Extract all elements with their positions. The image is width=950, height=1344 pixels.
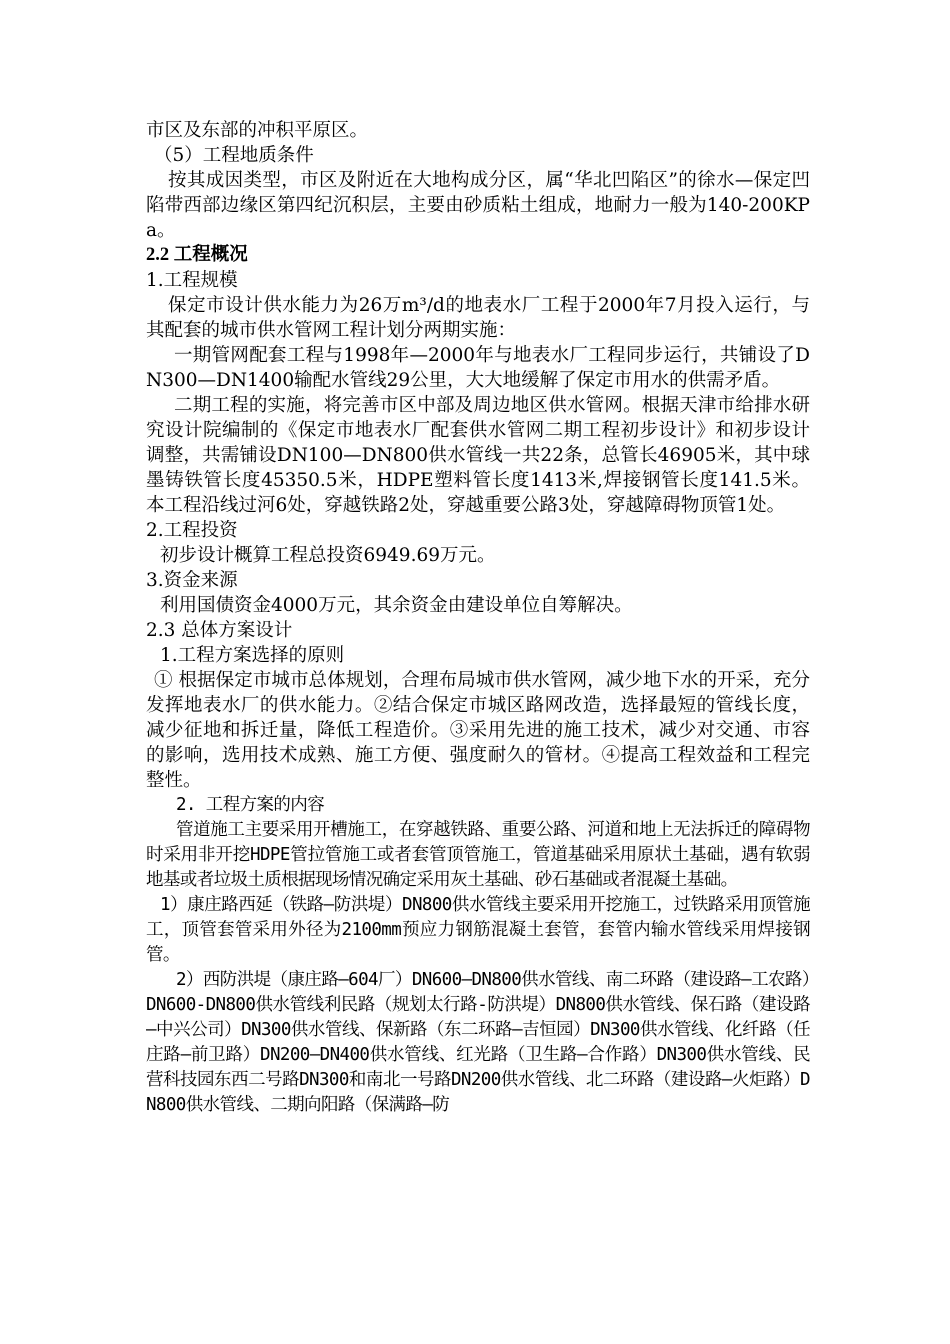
paragraph-phase-one: 一期管网配套工程与1998年—2000年与地表水厂工程同步运行，共铺设了DN300—DN1400输配水管线29公里，大大地缓解了保定市用水的供需矛盾。	[146, 345, 810, 391]
paragraph-geology: 按其成因类型，市区及附近在大地构成分区，属“华北凹陷区”的徐水—保定凹陷带西部边缘区第四纪沉积层，主要由砂质粘土组成，地耐力一般为140-200KPa。	[146, 170, 810, 241]
paragraph-phase-two: 二期工程的实施，将完善市区中部及周边地区供水管网。根据天津市给排水研究设计院编制的《保定市地表水厂配套供水管网二期工程初步设计》和初步设计调整，共需铺设DN100—DN800供水管线一共22条，总管长46905米，其中球墨铸铁管长度45350.5米，HDPE塑料管长度1413米,焊接钢管长度141.5米。本工程沿线过河6处，穿越铁路2处，穿越重要公路3处，穿越障碍物顶管1处。	[146, 395, 810, 516]
paragraph-funding: 利用国债资金4000万元，其余资金由建设单位自筹解决。	[160, 595, 633, 616]
paragraph-item-one: 1）康庄路西延（铁路—防洪堤）DN800供水管线主要采用开挖施工，过铁路采用顶管施工，顶管套管采用外径为2100mm预应力钢筋混凝土套管，套管内输水管线采用焊接钢管。	[146, 895, 810, 965]
paragraph-investment: 初步设计概算工程总投资6949.69万元。	[160, 545, 496, 566]
paragraph-continuation: 市区及东部的冲积平原区。	[146, 120, 369, 141]
subheading-funding: 3.资金来源	[146, 570, 238, 591]
subheading-content: 2. 工程方案的内容	[176, 795, 325, 815]
section-heading-geology: （5）工程地质条件	[154, 145, 314, 166]
paragraph-construction: 管道施工主要采用开槽施工，在穿越铁路、重要公路、河道和地上无法拆迁的障碍物时采用非开挖HDPE管拉管施工或者套管顶管施工，管道基础采用原状土基础，遇有软弱地基或者垃圾土质根据现场情况确定采用灰土基础、砂石基础或者混凝土基础。	[146, 820, 810, 890]
subheading-principles: 1.工程方案选择的原则	[160, 645, 345, 666]
paragraph-scale: 保定市设计供水能力为26万m³/d的地表水厂工程于2000年7月投入运行，与其配套的城市供水管网工程计划分两期实施：	[146, 295, 810, 341]
subheading-investment: 2.工程投资	[146, 520, 238, 541]
subheading-scale: 1.工程规模	[146, 270, 238, 291]
document-page	[146, 118, 810, 1118]
section-heading-design: 2.3 总体方案设计	[146, 620, 293, 641]
paragraph-item-two: 2）西防洪堤（康庄路—604厂）DN600—DN800供水管线、南二环路（建设路—工农路）DN600-DN800供水管线利民路（规划太行路-防洪堤）DN800供水管线、保石路（建设路—中兴公司）DN300供水管线、保新路（东二环路—吉恒园）DN300供水管线、化纤路（任庄路—前卫路）DN200—DN400供水管线、红光路（卫生路—合作路）DN300供水管线、民营科技园东西二号路DN300和南北一号路DN200供水管线、北二环路（建设路—火炬路）DN800供水管线、二期向阳路（保满路—防	[146, 970, 810, 1115]
paragraph-principles: ① 根据保定市城市总体规划，合理布局城市供水管网，减少地下水的开采，充分发挥地表水厂的供水能力。②结合保定市城区路网改造，选择最短的管线长度，减少征地和拆迁量，降低工程造价。③采用先进的施工技术，减少对交通、市容的影响，选用技术成熟、施工方便、强度耐久的管材。④提高工程效益和工程完整性。	[146, 670, 810, 791]
section-heading-overview: 2.2 工程概况	[146, 245, 248, 265]
